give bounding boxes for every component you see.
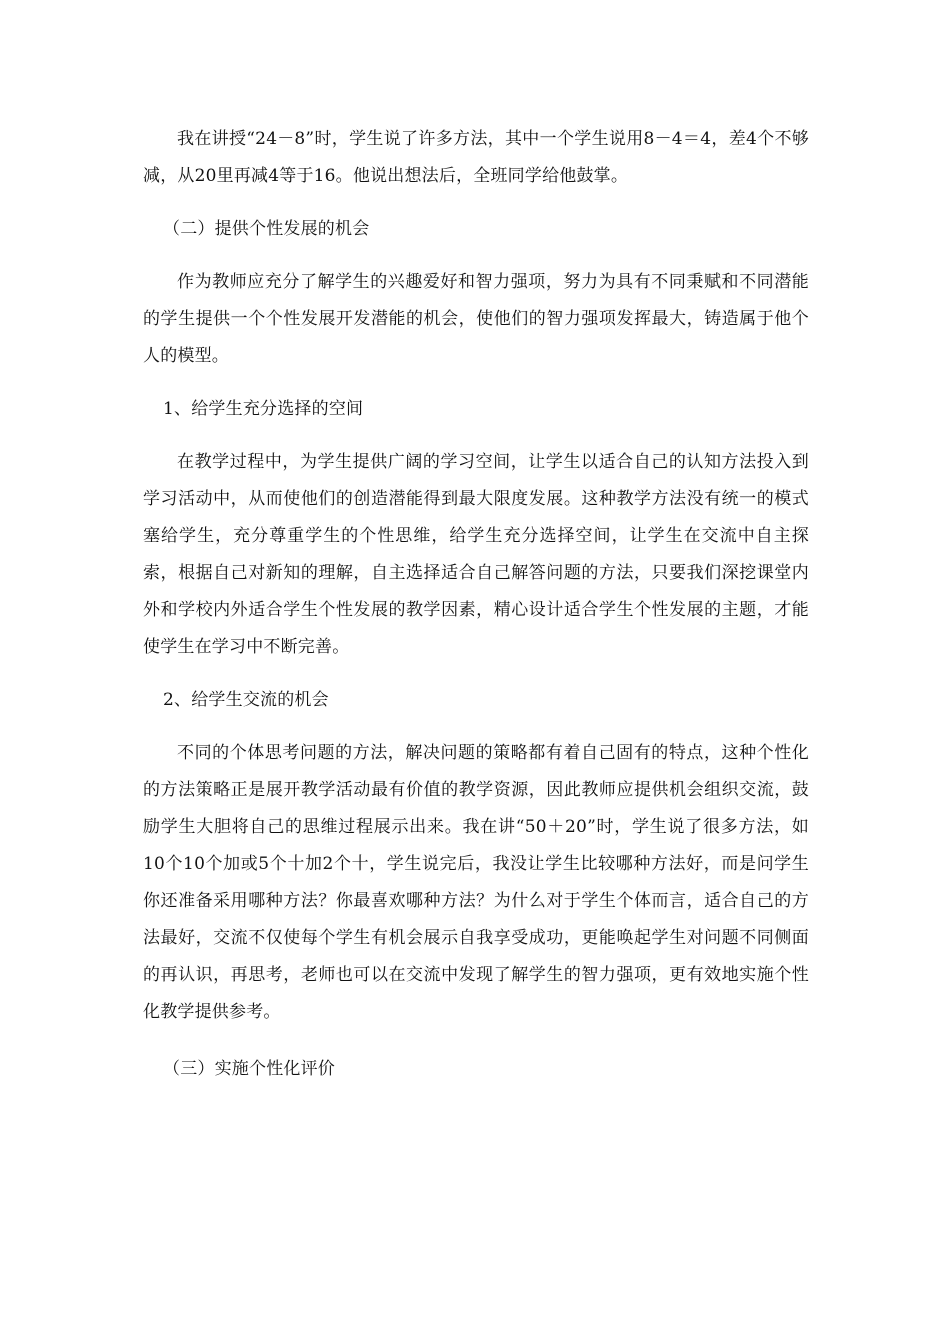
paragraph-gap [143,1031,809,1051]
subsection-heading-2: 2、给学生交流的机会 [163,690,329,710]
document-body [143,121,809,1088]
section-heading-three: （三）实施个性化评价 [163,1059,335,1079]
paragraph-exchange-opportunity: 不同的个体思考问题的方法，解决问题的策略都有着自己固有的特点，这种个性化的方法策略正是展开教学活动最有价值的教学资源，因此教师应提供机会组织交流，鼓励学生大胆将自己的思维过程展示出来。我在讲“50＋20”时，学生说了很多方法，如10个10个加或5个十加2个十，学生说完后，我没让学生比较哪种方法好，而是问学生你还准备采用哪种方法？你最喜欢哪种方法？为什么对于学生个体而言，适合自己的方法最好，交流不仅使每个学生有机会展示自我享受成功，更能唤起学生对问题不同侧面的再认识，再思考，老师也可以在交流中发现了解学生的智力强项，更有效地实施个性化教学提供参考。 [143,743,809,1022]
paragraph-gap [143,248,809,264]
paragraph-choice-space: 在教学过程中，为学生提供广阔的学习空间，让学生以适合自己的认知方法投入到学习活动中，从而使他们的创造潜能得到最大限度发展。这种教学方法没有统一的模式塞给学生，充分尊重学生的个性思维，给学生充分选择空间，让学生在交流中自主探索，根据自己对新知的理解，自主选择适合自己解答问题的方法，只要我们深挖课堂内外和学校内外适合学生个性发展的教学因素，精心设计适合学生个性发展的主题，才能使学生在学习中不断完善。 [143,452,809,657]
subsection-heading-1: 1、给学生充分选择的空间 [163,399,364,419]
paragraph-gap [143,195,809,211]
paragraph-gap [143,666,809,682]
paragraph-gap [143,428,809,444]
paragraph-gap [143,375,809,391]
paragraph-subtraction-example: 我在讲授“24－8”时，学生说了许多方法，其中一个学生说用8－4＝4，差4个不够减，从20里再减4等于16。他说出想法后，全班同学给他鼓掌。 [143,129,809,186]
section-heading-two: （二）提供个性发展的机会 [163,219,370,239]
paragraph-personality-development: 作为教师应充分了解学生的兴趣爱好和智力强项，努力为具有不同秉赋和不同潜能的学生提供一个个性发展开发潜能的机会，使他们的智力强项发挥最大，铸造属于他个人的模型。 [143,272,809,366]
paragraph-gap [143,719,809,735]
